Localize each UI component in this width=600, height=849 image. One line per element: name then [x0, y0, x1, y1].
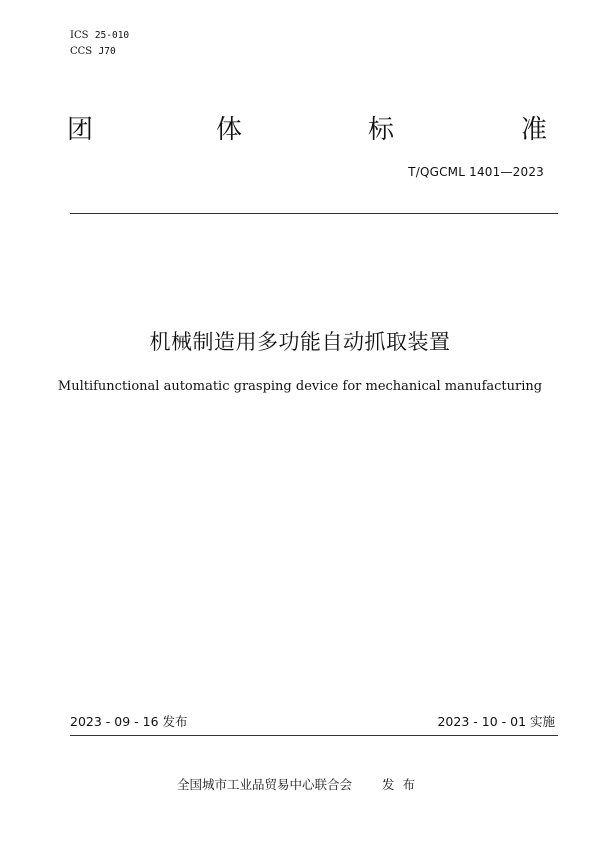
issue-date: 2023 - 09 - 16 发布: [70, 714, 188, 729]
document-title-chinese: 机械制造用多功能自动抓取装置: [149, 330, 451, 354]
top-divider: [70, 213, 558, 214]
implementation-date: 2023 - 10 - 01 实施: [437, 714, 555, 729]
standard-number: T/QGCML 1401—2023: [408, 165, 544, 179]
issuer-organization: 全国城市工业品贸易中心联合会: [176, 777, 352, 792]
ccs-code: J70: [98, 46, 116, 57]
bottom-divider: [70, 735, 558, 736]
heading-char-3: 标: [368, 115, 395, 145]
ccs-label: CCS: [70, 46, 93, 57]
heading-char-2: 体: [216, 115, 243, 145]
issuer-action: 发布: [382, 777, 424, 792]
ccs-classification: [70, 46, 116, 58]
document-title-english: Multifunctional automatic grasping device for mechanical manufacturing: [57, 379, 543, 394]
ics-label: ICS: [70, 30, 89, 41]
issuer-line: [0, 777, 600, 793]
heading-char-4: 准: [521, 115, 548, 145]
heading-char-1: 团: [67, 115, 94, 145]
ics-classification: [70, 30, 129, 42]
ics-code: 25-010: [94, 30, 130, 41]
